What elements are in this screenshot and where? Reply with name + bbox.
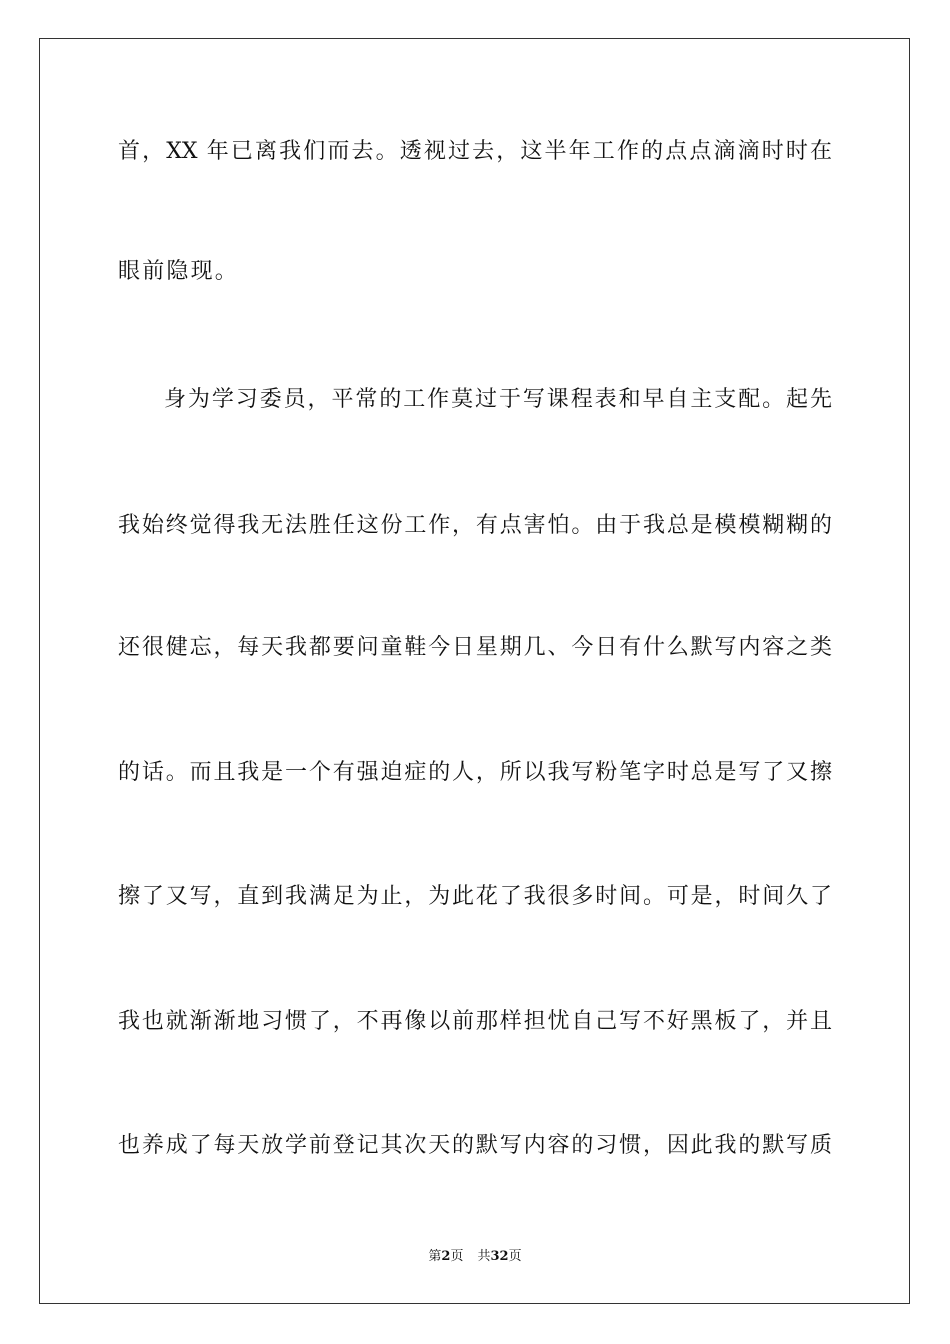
- footer-page-prefix: 第: [428, 1249, 442, 1264]
- paragraph-line-4: 我始终觉得我无法胜任这份工作，有点害怕。由于我总是模模糊糊的: [118, 513, 832, 538]
- page-footer: [0, 1248, 950, 1266]
- paragraph-line-7: 擦了又写，直到我满足为止，为此花了我很多时间。可是，时间久了: [118, 884, 832, 909]
- footer-page-total: 32: [490, 1249, 509, 1264]
- paragraph-line-6: 的话。而且我是一个有强迫症的人，所以我写粉笔字时总是写了又擦: [118, 760, 832, 785]
- paragraph-line-2: 眼前隐现。: [118, 259, 240, 284]
- paragraph-line-3: 身为学习委员，平常的工作莫过于写课程表和早自主支配。起先: [164, 387, 832, 412]
- page-border: [39, 38, 910, 1304]
- paragraph-line-8: 我也就渐渐地习惯了，不再像以前那样担忧自己写不好黑板了，并且: [118, 1009, 832, 1034]
- paragraph-line-9: 也养成了每天放学前登记其次天的默写内容的习惯，因此我的默写质: [118, 1133, 832, 1158]
- footer-page-unit: 页: [450, 1249, 464, 1264]
- footer-total-prefix: 共: [477, 1249, 491, 1264]
- paragraph-line-1: 首，XX 年已离我们而去。透视过去，这半年工作的点点滴滴时时在: [118, 139, 832, 164]
- footer-total-unit: 页: [508, 1249, 522, 1264]
- paragraph-line-5: 还很健忘，每天我都要问童鞋今日星期几、今日有什么默写内容之类: [118, 635, 832, 660]
- footer-page-current: 2: [441, 1249, 451, 1264]
